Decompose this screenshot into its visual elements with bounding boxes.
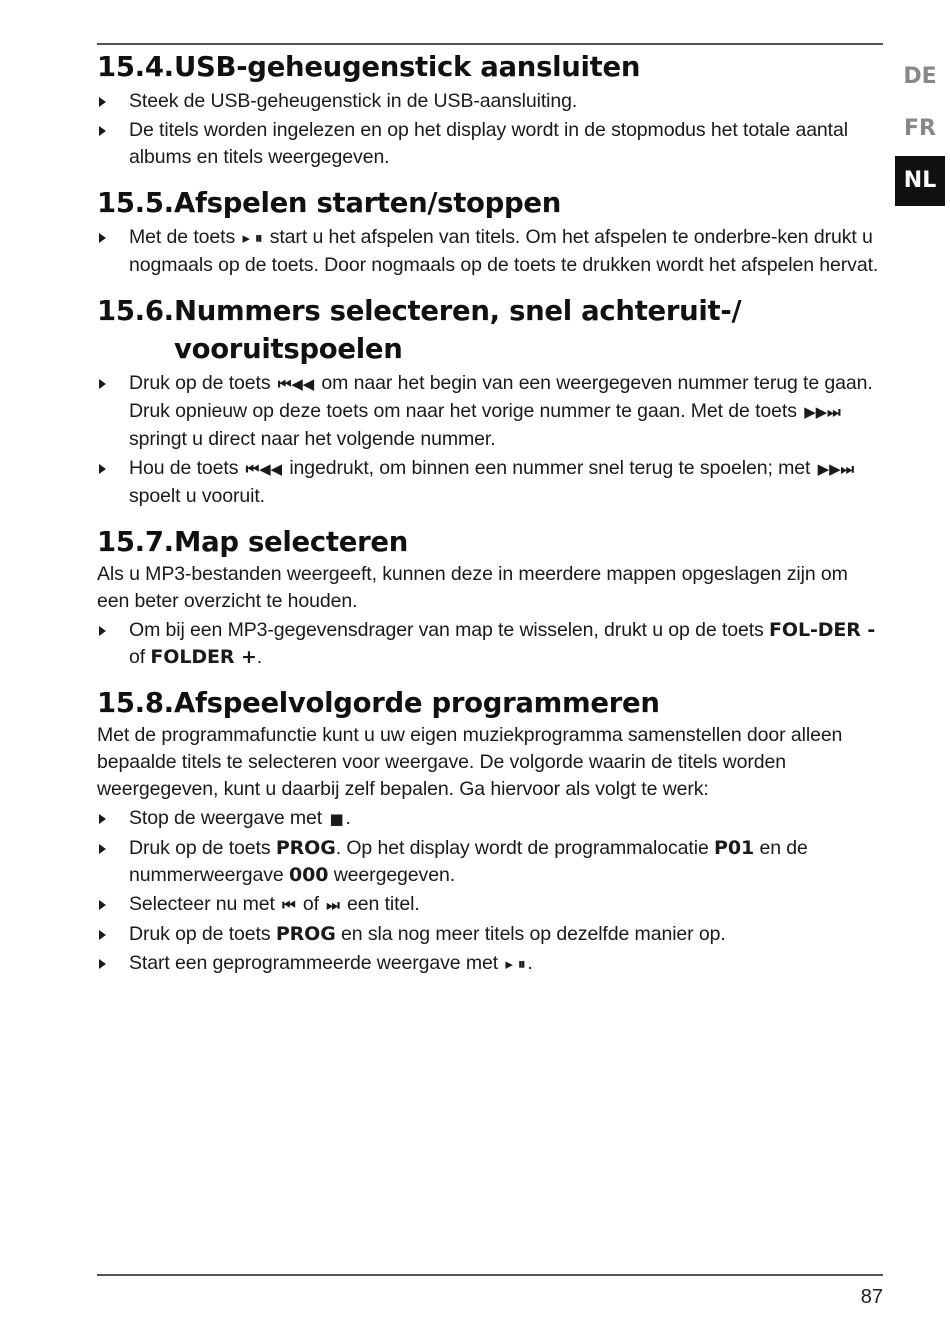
list-item	[97, 950, 883, 978]
item-text: Druk op de toets	[129, 372, 271, 394]
bullet-arrow-icon	[99, 626, 106, 636]
section-15-6	[97, 292, 883, 510]
page-content	[97, 48, 883, 991]
skip-back-rewind-icon: ⏮◀◀	[277, 375, 315, 393]
forward-skip-icon: ▶▶⏭	[804, 403, 841, 421]
item-text: ingedrukt, om binnen een nummer snel terug te spoelen; met	[289, 457, 811, 479]
section-title: Afspeelvolgorde programmeren	[174, 687, 660, 719]
skip-forward-icon: ⏭	[326, 896, 340, 914]
language-tabs	[895, 52, 945, 208]
paragraph: Met de programmafunctie kunt u uw eigen muziekprogramma samenstellen door alleen bepaalde titels te selecteren voor weergave. De volgorde waarin de titels worden weergegeven, kunt u daarbij zelf bepalen. Ga hiervoor als volgt te werk:	[97, 724, 843, 800]
bullet-arrow-icon	[99, 233, 106, 243]
section-number: 15.5.	[97, 187, 174, 219]
section-title: Nummers selecteren, snel achteruit-/ vooruitspoelen	[174, 295, 742, 365]
item-text: Hou de toets	[129, 457, 239, 479]
bullet-arrow-icon	[99, 900, 106, 910]
item-text: om naar het begin van een weergegeven nummer terug te gaan. Druk opnieuw op deze toets om naar het vorige nummer te gaan. Met de toets	[129, 372, 873, 422]
list-item	[97, 455, 883, 510]
item-text: Steek de USB-geheugenstick in de USB-aansluiting.	[129, 90, 578, 112]
item-text: weergegeven.	[333, 864, 456, 886]
item-text: .	[256, 646, 263, 668]
item-text: Met de toets	[129, 226, 236, 248]
bullet-arrow-icon	[99, 814, 106, 824]
key-label: PROG	[275, 923, 336, 945]
bullet-arrow-icon	[99, 97, 106, 107]
item-text: . Op het display wordt de programmalocatie	[335, 837, 709, 859]
item-text: De titels worden ingelezen en op het display wordt in de stopmodus het totale aantal albums en titels weergegeven.	[129, 119, 848, 168]
item-text: of	[129, 646, 146, 668]
list-item	[97, 117, 883, 171]
item-text: spoelt u vooruit.	[129, 485, 265, 507]
list-item	[97, 835, 883, 889]
list-item	[97, 805, 883, 833]
item-text: en de nummerweergave	[129, 837, 808, 886]
section-title: USB-geheugenstick aansluiten	[174, 51, 641, 83]
item-text: Om bij een MP3-gegevensdrager van map te wisselen, drukt u op de toets	[129, 619, 764, 641]
stop-icon: ■	[329, 810, 344, 828]
paragraph: Als u MP3-bestanden weergeeft, kunnen deze in meerdere mappen opgeslagen zijn om een beter overzicht te houden.	[97, 563, 848, 612]
bullet-arrow-icon	[99, 464, 106, 474]
list-item	[97, 88, 883, 115]
item-text: start u het afspelen van titels. Om het afspelen te onderbre-ken drukt u nogmaals op de toets. Door nogmaals op de toets te drukken wordt het afspelen hervat.	[129, 226, 879, 276]
top-rule	[97, 43, 883, 45]
key-label: PROG	[275, 837, 336, 859]
section-heading	[97, 292, 883, 368]
skip-back-rewind-icon: ⏮◀◀	[245, 460, 282, 478]
item-text: een titel.	[347, 893, 420, 915]
display-value: P01	[714, 837, 755, 859]
key-label: FOLDER +	[150, 646, 257, 668]
lang-tab-de[interactable]: DE	[903, 64, 937, 89]
skip-back-icon: ⏮	[282, 896, 296, 914]
bullet-arrow-icon	[99, 126, 106, 136]
lang-tab-nl[interactable]: NL	[895, 156, 945, 206]
list-item	[97, 224, 883, 279]
list-item	[97, 921, 883, 948]
list-item	[97, 370, 883, 453]
item-text: .	[527, 952, 533, 974]
play-pause-icon: ▸ ⏸	[505, 955, 526, 973]
forward-skip-icon: ▶▶⏭	[817, 460, 854, 478]
section-heading	[97, 684, 883, 722]
play-pause-icon: ▸ ⏸	[242, 229, 263, 247]
section-15-5	[97, 184, 883, 279]
section-number: 15.6.	[97, 295, 174, 327]
section-heading	[97, 48, 883, 86]
item-text: Druk op de toets	[129, 923, 271, 945]
bullet-arrow-icon	[99, 844, 106, 854]
item-text: en sla nog meer titels op dezelfde manier op.	[341, 923, 726, 945]
section-heading	[97, 184, 883, 222]
lang-tab-fr[interactable]: FR	[904, 116, 936, 141]
bullet-arrow-icon	[99, 930, 106, 940]
bottom-rule	[97, 1274, 883, 1276]
item-text: .	[345, 807, 351, 829]
section-number: 15.7.	[97, 526, 174, 558]
bullet-arrow-icon	[99, 959, 106, 969]
section-heading	[97, 523, 883, 561]
section-title: Map selecteren	[174, 526, 408, 558]
item-text: Stop de weergave met	[129, 807, 323, 829]
section-15-8	[97, 684, 883, 978]
item-text: of	[302, 893, 319, 915]
page-number: 87	[860, 1286, 883, 1308]
section-number: 15.8.	[97, 687, 174, 719]
list-item	[97, 891, 883, 919]
bullet-arrow-icon	[99, 379, 106, 389]
item-text: springt u direct naar het volgende nummer.	[129, 428, 496, 450]
section-15-4	[97, 48, 883, 171]
item-text: Druk op de toets	[129, 837, 271, 859]
section-15-7	[97, 523, 883, 671]
key-label: FOL-DER -	[769, 619, 876, 641]
section-number: 15.4.	[97, 51, 174, 83]
item-text: Selecteer nu met	[129, 893, 275, 915]
display-value: 000	[289, 864, 329, 886]
list-item	[97, 617, 883, 671]
section-title: Afspelen starten/stoppen	[174, 187, 562, 219]
item-text: Start een geprogrammeerde weergave met	[129, 952, 499, 974]
